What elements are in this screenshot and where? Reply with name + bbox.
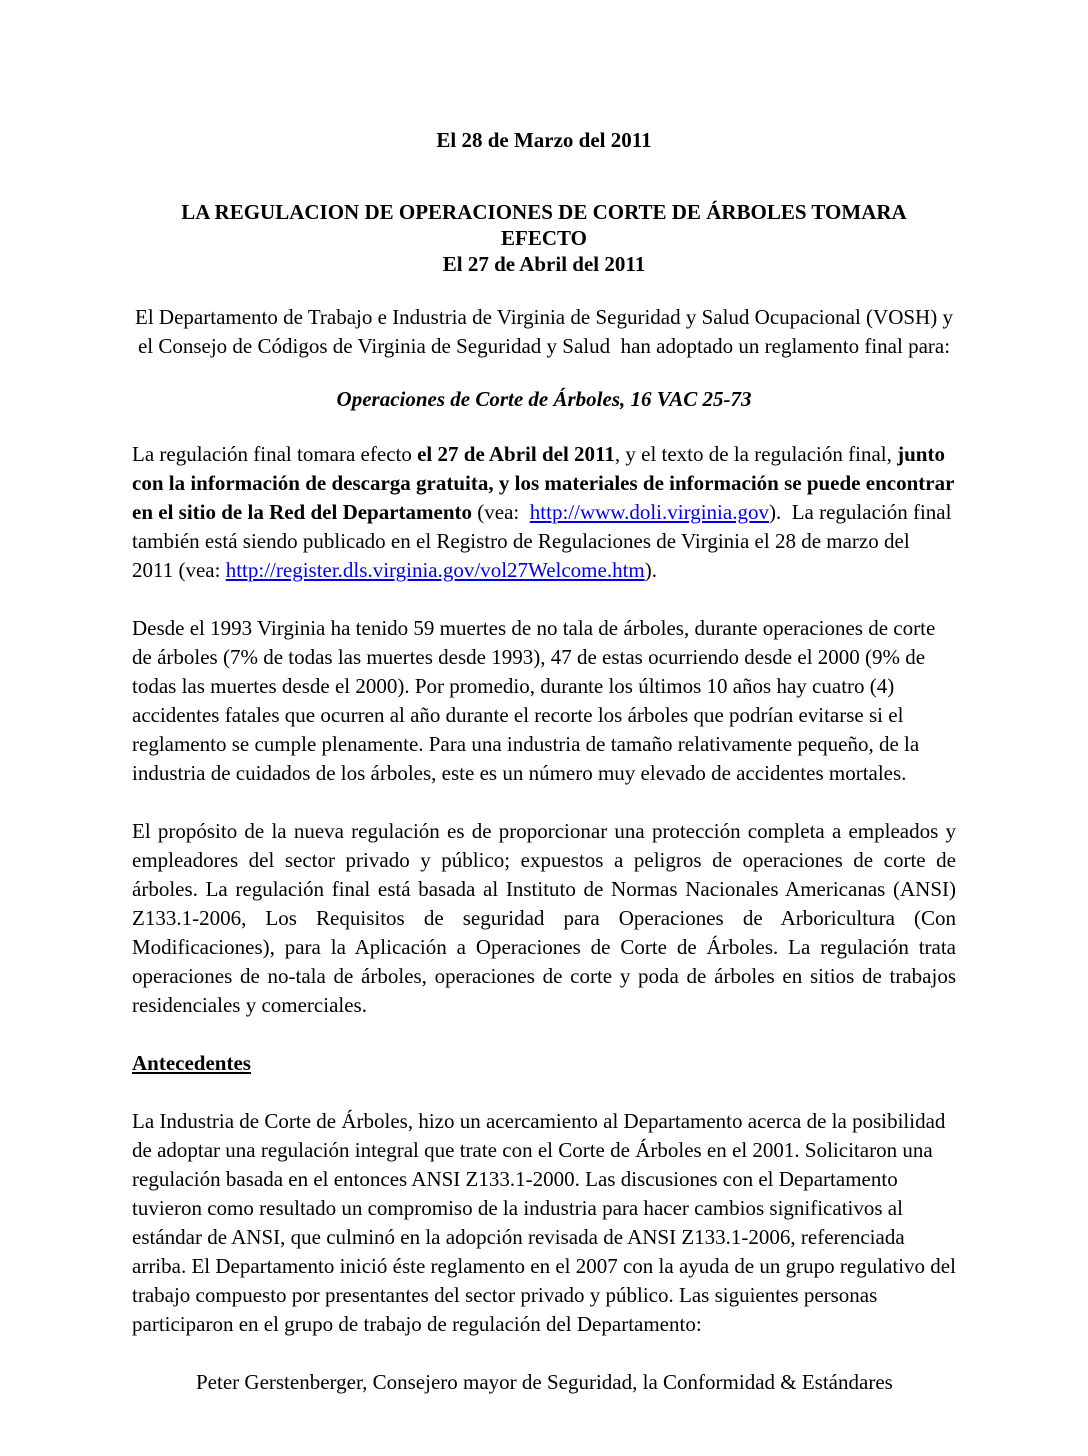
paragraph-regulation-purpose: El propósito de la nueva regulación es de proporcionar una protección completa a empleados y empleadores del sector privado y público; expuestos a peligros de operaciones de corte de árboles. La regulación final está basada al Instituto de Normas Nacionales Americanas (ANSI) Z133.1-2006, Los Requisitos de seguridad para Operaciones de Arboricultura (Con Modificaciones), para la Aplicación a Operaciones de Corte de Árboles. La regulación trata operaciones de no-tala de árboles, operaciones de corte y poda de árboles en sitios de trabajos residenciales y comerciales. — [132, 819, 956, 1017]
paragraph-effective-date — [132, 440, 960, 585]
workgroup-member-line: Peter Gerstenberger, Consejero mayor de Seguridad, la Conformidad & Estándares — [196, 1370, 893, 1394]
paragraph1-run7: ). La regulación final también está siendo publicado en el Registro de Regulaciones de Virginia el 28 de marzo del 2011 (vea: — [132, 500, 957, 582]
section-heading-antecedentes: Antecedentes — [132, 1051, 251, 1075]
doli-website-link[interactable]: http://www.doli.virginia.gov — [529, 500, 769, 524]
paragraph1-run1: La regulación final tomara efecto — [132, 442, 418, 466]
date-line: El 28 de Marzo del 2011 — [436, 128, 652, 152]
regulation-subject-line: Operaciones de Corte de Árboles, 16 VAC 25-73 — [336, 387, 752, 411]
register-website-link[interactable]: http://register.dls.virginia.gov/vol27Welcome.htm — [225, 558, 645, 582]
paragraph1-bold-download-info: junto con la información de descarga gratuita, y los materiales de información se puede encontrar en el sitio de la Red del Departamento — [132, 442, 960, 524]
document-title-line2: EFECTO — [501, 226, 587, 250]
document-title-line3: El 27 de Abril del 2011 — [442, 252, 646, 276]
paragraph1-bold-date: el 27 de Abril del 2011 — [417, 442, 615, 466]
paragraph1-run3: , y el texto de la regulación final, — [614, 442, 898, 466]
paragraph-background-history: La Industria de Corte de Árboles, hizo un acercamiento al Departamento acerca de la posibilidad de adoptar una regulación integral que trate con el Corte de Árboles en el 2001. Solicitaron una regulación basada en el entonces ANSI Z133.1-2000. Las discusiones con el Departamento tuvieron como resultado un compromiso de la industria para hacer cambios significativos al estándar de ANSI, que culminó en la adopción revisada de ANSI Z133.1-2006, referenciada arriba. El Departamento inició éste reglamento en el 2007 con la ayuda de un grupo regulativo del trabajo compuesto por presentantes del sector privado y público. Las siguientes personas participaron en el grupo de trabajo de regulación del Departamento: — [132, 1109, 956, 1336]
paragraph-fatality-statistics: Desde el 1993 Virginia ha tenido 59 muertes de no tala de árboles, durante operaciones de corte de árboles (7% de todas las muertes desde 1993), 47 de estas ocurriendo desde el 2000 (9% de todas las muertes desde el 2000). Por promedio, durante los últimos 10 años hay cuatro (4) accidentes fatales que ocurren al año durante el recorte los árboles que podrían evitarse si el reglamento se cumple plenamente. Para una industria de tamaño relativamente pequeño, de la industria de cuidados de los árboles, este es un número muy elevado de accidentes mortales. — [132, 616, 936, 785]
paragraph1-run9: ). — [644, 558, 657, 582]
intro-paragraph: El Departamento de Trabajo e Industria de Virginia de Seguridad y Salud Ocupacional (VOSH) y el Consejo de Códigos de Virginia de Seguridad y Salud han adoptado un reglamento final para: — [135, 305, 959, 358]
document-title-line1: LA REGULACION DE OPERACIONES DE CORTE DE ÁRBOLES TOMARA — [181, 200, 907, 224]
paragraph1-run5: (vea: — [472, 500, 530, 524]
document-title — [132, 199, 956, 277]
